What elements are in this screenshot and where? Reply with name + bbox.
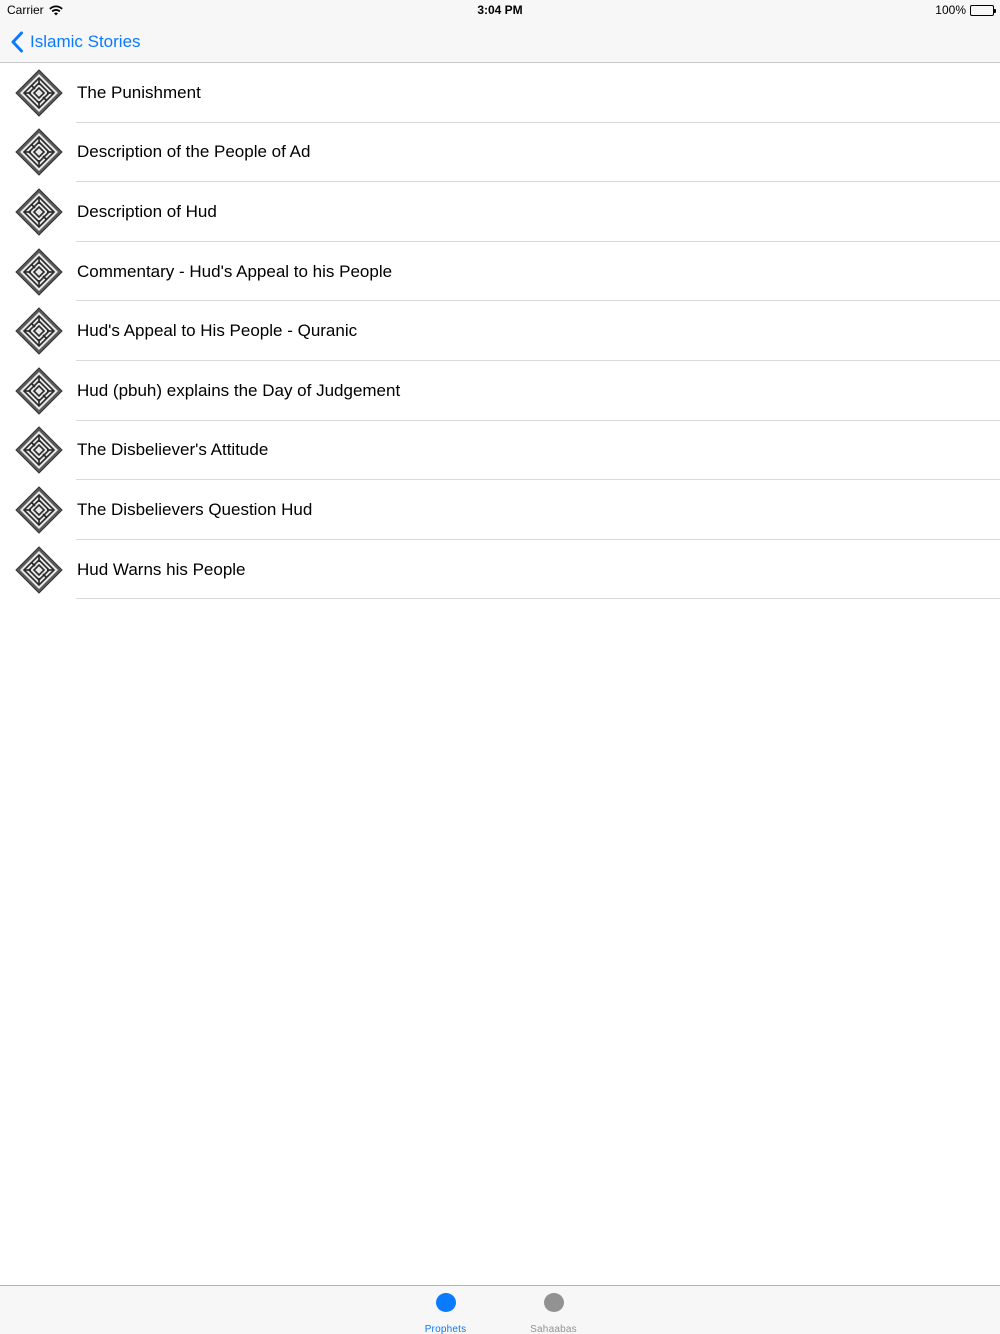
calligraphy-thumbnail-icon: [15, 307, 63, 355]
battery-percentage: 100%: [935, 3, 966, 17]
stories-list: [0, 63, 1000, 599]
list-item-label: Hud's Appeal to His People - Quranic: [77, 321, 358, 341]
tab-sahaabas[interactable]: [500, 1286, 607, 1334]
tab-bar: [0, 1285, 1000, 1334]
chevron-left-icon: [10, 31, 24, 53]
list-item-label: Description of the People of Ad: [77, 142, 311, 162]
list-item[interactable]: [0, 182, 1000, 242]
status-right: [935, 0, 994, 20]
list-item-label: The Disbelievers Question Hud: [77, 499, 313, 519]
calligraphy-thumbnail-icon: [15, 248, 63, 296]
list-item[interactable]: [0, 123, 1000, 183]
calligraphy-thumbnail-icon: [15, 546, 63, 594]
calligraphy-thumbnail-icon: [15, 486, 63, 534]
list-item[interactable]: [0, 242, 1000, 302]
list-item[interactable]: [0, 63, 1000, 123]
back-button-label: Islamic Stories: [30, 31, 141, 51]
list-item-label: The Disbeliever's Attitude: [77, 440, 269, 460]
list-item[interactable]: [0, 540, 1000, 600]
list-item-label: Commentary - Hud's Appeal to his People: [77, 261, 393, 281]
list-item-label: The Punishment: [77, 82, 201, 102]
calligraphy-thumbnail-icon: [15, 128, 63, 176]
calligraphy-thumbnail-icon: [15, 426, 63, 474]
row-separator: [76, 598, 1000, 599]
sahaabas-tab-icon: [544, 1293, 564, 1312]
list-item-label: Hud (pbuh) explains the Day of Judgement: [77, 380, 401, 400]
list-item[interactable]: [0, 301, 1000, 361]
tab-prophets[interactable]: [392, 1286, 499, 1334]
calligraphy-thumbnail-icon: [15, 367, 63, 415]
calligraphy-thumbnail-icon: [15, 69, 63, 117]
tab-label: Prophets: [424, 1324, 467, 1334]
navigation-bar: [0, 20, 1000, 63]
back-button[interactable]: [10, 20, 141, 63]
prophets-tab-icon: [436, 1293, 456, 1312]
status-bar: [0, 0, 1000, 20]
tab-label: Sahaabas: [530, 1324, 577, 1334]
carrier-label: Carrier: [7, 3, 44, 17]
list-item[interactable]: [0, 421, 1000, 481]
list-item[interactable]: [0, 361, 1000, 421]
list-item-label: Hud Warns his People: [77, 559, 246, 579]
list-item[interactable]: [0, 480, 1000, 540]
calligraphy-thumbnail-icon: [15, 188, 63, 236]
status-time: 3:04 PM: [477, 3, 523, 17]
list-item-label: Description of Hud: [77, 201, 217, 221]
battery-icon: [970, 5, 994, 16]
